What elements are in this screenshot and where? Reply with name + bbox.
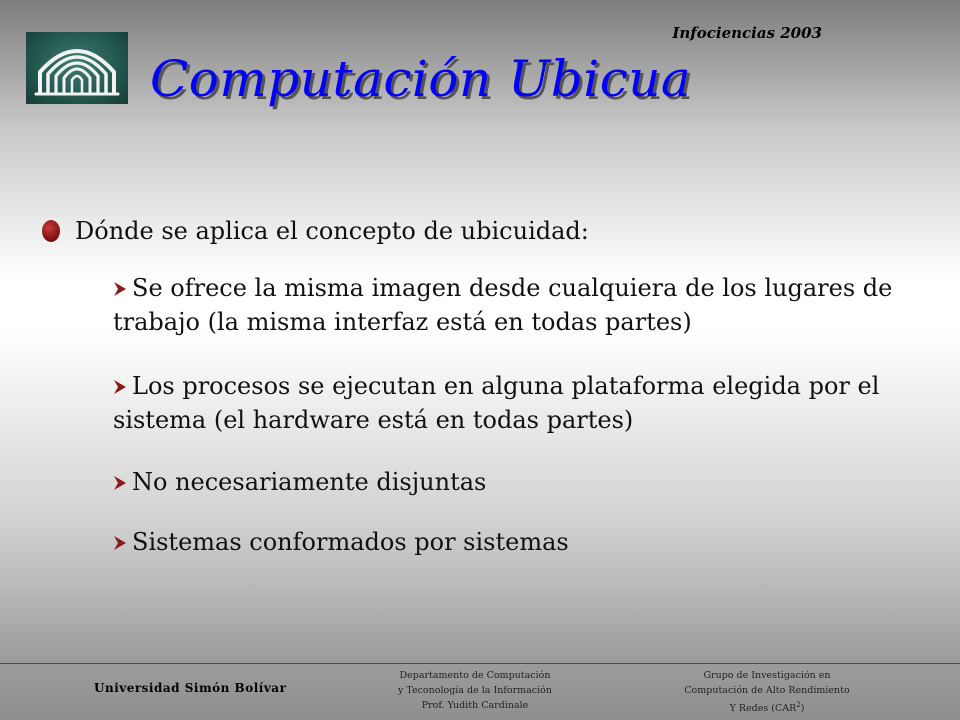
- sub-bullet-item: [113, 465, 933, 499]
- footer-department: [360, 668, 590, 713]
- event-label: Infociencias 2003: [672, 24, 822, 42]
- sub-bullet-item: [113, 369, 933, 437]
- footer-group: [662, 668, 872, 716]
- footer-divider: [0, 663, 960, 664]
- arrow-bullet-icon: [113, 379, 127, 395]
- sub-bullet-text: No necesariamente disjuntas: [132, 468, 487, 496]
- sub-bullet-text: Los procesos se ejecutan en alguna plataforma elegida por el sistema (el hardware está en todas partes): [113, 372, 880, 434]
- sub-bullet-text: Se ofrece la misma imagen desde cualquiera de los lugares de trabajo (la misma interfaz está en todas partes): [113, 274, 893, 336]
- footer-group-line: Grupo de Investigación en: [703, 670, 831, 681]
- footer-group-text: Y Redes (CAR: [729, 703, 797, 715]
- arrow-bullet-icon: [113, 281, 127, 297]
- university-logo-icon: [26, 32, 128, 104]
- footer-department-line: Departamento de Computación: [399, 670, 551, 681]
- footer-department-line: Prof. Yudith Cardinale: [421, 700, 529, 711]
- footer-group-text-end: ): [800, 703, 805, 715]
- footer-department-line: y Teconología de la Información: [397, 685, 552, 696]
- footer-university: Universidad Simón Bolívar: [94, 681, 287, 695]
- sub-bullet-item: [113, 525, 933, 559]
- main-bullet-text: Dónde se aplica el concepto de ubicuidad:: [75, 217, 589, 245]
- sub-bullet-item: [113, 271, 933, 339]
- university-logo-shape: [26, 32, 128, 104]
- arrow-bullet-icon: [113, 475, 127, 491]
- sub-bullet-text: Sistemas conformados por sistemas: [132, 528, 569, 556]
- footer-group-line: [662, 698, 872, 716]
- footer-group-line: Computación de Alto Rendimiento: [684, 685, 850, 696]
- slide-title: Computación Ubicua: [150, 50, 692, 108]
- arrow-bullet-icon: [113, 535, 127, 551]
- footer-group-superscript: 2: [796, 701, 801, 709]
- red-circle-bullet-icon: [42, 220, 60, 242]
